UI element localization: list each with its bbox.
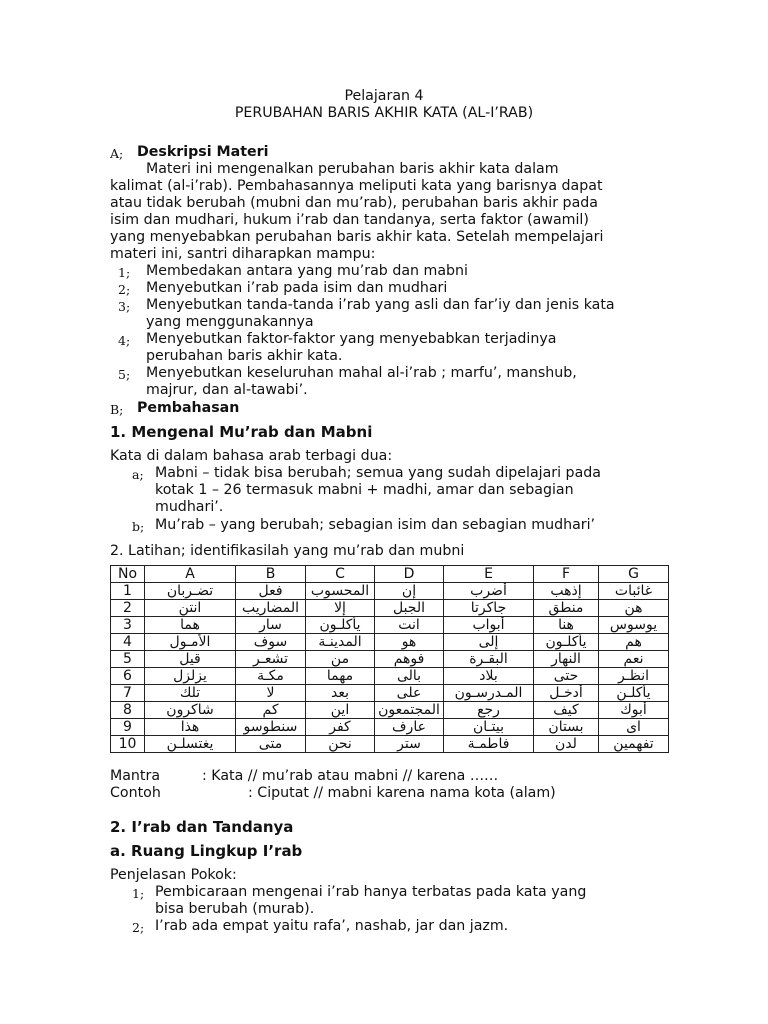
word-cell: نعم — [599, 651, 669, 668]
word-cell: سوف — [236, 634, 306, 651]
section-2-intro: Penjelasan Pokok: — [110, 867, 237, 883]
word-cell: المدينـة — [306, 634, 375, 651]
list-number: 2; — [132, 920, 145, 935]
word-cell: إلى — [444, 634, 534, 651]
word-cell: الأمـول — [145, 634, 236, 651]
table-body — [111, 583, 669, 753]
word-cell: هنا — [534, 617, 599, 634]
list-item: Menyebutkan tanda-tanda i’rab yang asli dan far’iy dan jenis kata — [146, 297, 615, 313]
row-number-cell: 5 — [111, 651, 145, 668]
word-cell: متى — [236, 736, 306, 753]
section-a-heading: Deskripsi Materi — [137, 144, 269, 160]
word-cell: يوسوس — [599, 617, 669, 634]
word-cell: النهار — [534, 651, 599, 668]
section-b-heading: Pembahasan — [137, 400, 240, 416]
word-cell: البقـرة — [444, 651, 534, 668]
contoh-label: Contoh — [110, 785, 161, 801]
word-cell: مكـة — [236, 668, 306, 685]
section-2-subheading: a. Ruang Lingkup I’rab — [110, 842, 303, 860]
word-cell: إلا — [306, 600, 375, 617]
contoh-text: : Ciputat // mabni karena nama kota (alam) — [248, 785, 556, 801]
word-cell: رجع — [444, 702, 534, 719]
column-header: A — [145, 566, 236, 583]
word-cell: هم — [599, 634, 669, 651]
word-cell: انت — [375, 617, 444, 634]
list-number: 1; — [118, 265, 131, 280]
word-cell: يغتسلـن — [145, 736, 236, 753]
list-marker: a; — [132, 467, 144, 482]
word-cell: يأكلـن — [599, 685, 669, 702]
table-header-row — [111, 566, 669, 583]
word-cell: مهما — [306, 668, 375, 685]
word-cell: حتى — [534, 668, 599, 685]
paragraph-line: kalimat (al-i’rab). Pembahasannya meliputi kata yang barisnya dapat — [110, 178, 603, 194]
column-header: D — [375, 566, 444, 583]
mantra-text: : Kata // mu’rab atau mabni // karena …… — [202, 768, 499, 784]
word-cell: أبوك — [599, 702, 669, 719]
lesson-title: PERUBAHAN BARIS AKHIR KATA (AL-I’RAB) — [234, 105, 534, 121]
list-marker: b; — [132, 519, 145, 534]
word-cell: هو — [375, 634, 444, 651]
word-cell: كيف — [534, 702, 599, 719]
list-item: yang menggunakannya — [146, 314, 314, 330]
word-cell: سنطوسو — [236, 719, 306, 736]
word-cell: المـدرسـون — [444, 685, 534, 702]
paragraph-line: atau tidak berubah (mubni dan mu’rab), perubahan baris akhir pada — [110, 195, 598, 211]
word-cell: تضـربان — [145, 583, 236, 600]
list-item: Menyebutkan faktor-faktor yang menyebabkan terjadinya — [146, 331, 557, 347]
word-cell: بالى — [375, 668, 444, 685]
column-header: E — [444, 566, 534, 583]
row-number-cell: 4 — [111, 634, 145, 651]
list-item: kotak 1 – 26 termasuk mabni + madhi, amar dan sebagian — [155, 482, 574, 498]
word-cell: لا — [236, 685, 306, 702]
list-item: majrur, dan al-tawabi’. — [146, 382, 308, 398]
word-cell: إن — [375, 583, 444, 600]
word-cell: أبواب — [444, 617, 534, 634]
word-cell: تشعـر — [236, 651, 306, 668]
word-cell: إذهب — [534, 583, 599, 600]
word-cell: انظـر — [599, 668, 669, 685]
row-number-cell: 9 — [111, 719, 145, 736]
table-row — [111, 685, 669, 702]
column-header: C — [306, 566, 375, 583]
word-cell: نحن — [306, 736, 375, 753]
word-cell: قيل — [145, 651, 236, 668]
table-row — [111, 668, 669, 685]
word-cell: غائبات — [599, 583, 669, 600]
word-cell: بستان — [534, 719, 599, 736]
word-cell: كفر — [306, 719, 375, 736]
row-number-cell: 6 — [111, 668, 145, 685]
row-number-cell: 7 — [111, 685, 145, 702]
list-item: Mu’rab – yang berubah; sebagian isim dan sebagian mudhari’ — [155, 517, 596, 533]
column-header: G — [599, 566, 669, 583]
word-cell: اين — [306, 702, 375, 719]
column-header: No — [111, 566, 145, 583]
word-cell: من — [306, 651, 375, 668]
table-row — [111, 583, 669, 600]
list-number: 1; — [132, 886, 145, 901]
word-cell: بيتـان — [444, 719, 534, 736]
table-row — [111, 651, 669, 668]
table-row — [111, 736, 669, 753]
word-cell: المحسوب — [306, 583, 375, 600]
word-cell: تلك — [145, 685, 236, 702]
list-item: I’rab ada empat yaitu rafa’, nashab, jar dan jazm. — [155, 918, 509, 934]
word-cell: شاكرون — [145, 702, 236, 719]
table-row — [111, 600, 669, 617]
exercise-table — [110, 565, 669, 753]
word-cell: منطق — [534, 600, 599, 617]
word-cell: يزلزل — [145, 668, 236, 685]
list-item: bisa berubah (murab). — [155, 901, 315, 917]
word-cell: كم — [236, 702, 306, 719]
list-item: Mabni – tidak bisa berubah; semua yang sudah dipelajari pada — [155, 465, 601, 481]
section-1-heading: 1. Mengenal Mu’rab dan Mabni — [110, 423, 373, 441]
section-1-intro: Kata di dalam bahasa arab terbagi dua: — [110, 448, 393, 464]
section-b-marker: B; — [110, 402, 124, 417]
list-item: Pembicaraan mengenai i’rab hanya terbatas pada kata yang — [155, 884, 587, 900]
exercise-heading: 2. Latihan; identifikasilah yang mu’rab dan mubni — [110, 543, 465, 559]
table-row — [111, 719, 669, 736]
column-header: F — [534, 566, 599, 583]
word-cell: هما — [145, 617, 236, 634]
row-number-cell: 10 — [111, 736, 145, 753]
word-cell: انتن — [145, 600, 236, 617]
list-item: Menyebutkan keseluruhan mahal al-i’rab ; marfu’, manshub, — [146, 365, 577, 381]
word-cell: تفهمين — [599, 736, 669, 753]
list-item: mudhari’. — [155, 499, 224, 515]
word-cell: هن — [599, 600, 669, 617]
section-2-heading: 2. I’rab dan Tandanya — [110, 818, 294, 836]
list-number: 5; — [118, 367, 131, 382]
word-cell: أضرب — [444, 583, 534, 600]
word-cell: لدن — [534, 736, 599, 753]
table-row — [111, 617, 669, 634]
list-number: 3; — [118, 299, 131, 314]
word-cell: اى — [599, 719, 669, 736]
table-row — [111, 702, 669, 719]
list-item: Membedakan antara yang mu’rab dan mabni — [146, 263, 468, 279]
word-cell: يأكلـون — [306, 617, 375, 634]
column-header: B — [236, 566, 306, 583]
list-item: perubahan baris akhir kata. — [146, 348, 343, 364]
word-cell: أدخـل — [534, 685, 599, 702]
word-cell: فاطمـة — [444, 736, 534, 753]
word-cell: فعل — [236, 583, 306, 600]
word-cell: فوهم — [375, 651, 444, 668]
paragraph-line: Materi ini mengenalkan perubahan baris akhir kata dalam — [146, 161, 559, 177]
word-cell: جاكرتا — [444, 600, 534, 617]
word-cell: ستر — [375, 736, 444, 753]
list-item: Menyebutkan i’rab pada isim dan mudhari — [146, 280, 448, 296]
section-a-marker: A; — [110, 146, 124, 161]
lesson-number: Pelajaran 4 — [344, 88, 424, 104]
row-number-cell: 1 — [111, 583, 145, 600]
table-row — [111, 634, 669, 651]
word-cell: هذا — [145, 719, 236, 736]
word-cell: يأكلـون — [534, 634, 599, 651]
word-cell: على — [375, 685, 444, 702]
list-number: 4; — [118, 333, 131, 348]
list-number: 2; — [118, 282, 131, 297]
word-cell: سار — [236, 617, 306, 634]
word-cell: بلاد — [444, 668, 534, 685]
row-number-cell: 8 — [111, 702, 145, 719]
word-cell: المجتمعون — [375, 702, 444, 719]
word-cell: بعد — [306, 685, 375, 702]
paragraph-line: yang menyebabkan perubahan baris akhir kata. Setelah mempelajari — [110, 229, 604, 245]
paragraph-line: isim dan mudhari, hukum i’rab dan tandanya, serta faktor (awamil) — [110, 212, 589, 228]
row-number-cell: 3 — [111, 617, 145, 634]
row-number-cell: 2 — [111, 600, 145, 617]
word-cell: المضاريب — [236, 600, 306, 617]
paragraph-line: materi ini, santri diharapkan mampu: — [110, 246, 376, 262]
word-cell: عارف — [375, 719, 444, 736]
word-cell: الجبل — [375, 600, 444, 617]
mantra-label: Mantra — [110, 768, 161, 784]
